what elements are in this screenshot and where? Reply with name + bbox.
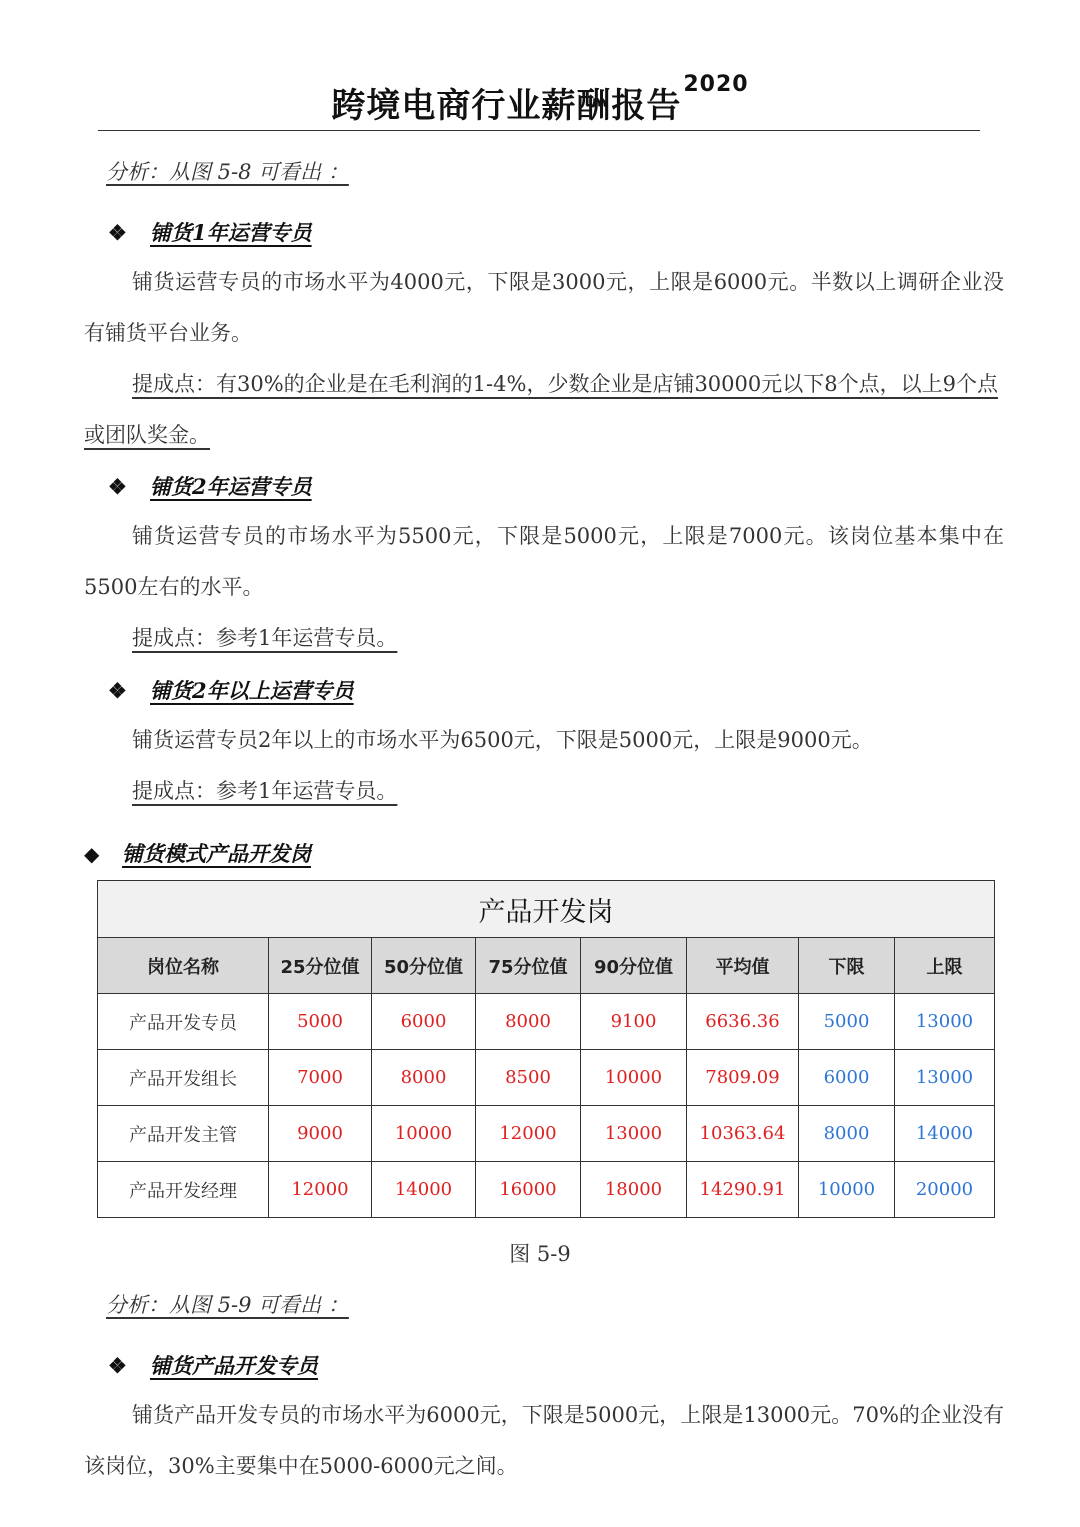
- cell-max: 20000: [895, 1162, 995, 1218]
- role-3-commission: [84, 766, 1004, 817]
- cell-min: 8000: [799, 1106, 895, 1162]
- cell-p90: 13000: [581, 1106, 687, 1162]
- cell-min: 6000: [799, 1050, 895, 1106]
- role-1-paragraph: 铺货运营专员的市场水平为4000元，下限是3000元，上限是6000元。半数以上调研企业没有铺货平台业务。: [84, 270, 1004, 345]
- cell-p25: 9000: [269, 1106, 372, 1162]
- role-heading-dev: [108, 1350, 318, 1380]
- diamond-icon: ◆: [84, 842, 100, 866]
- cell-p50: 10000: [372, 1106, 476, 1162]
- role-2-paragraph: 铺货运营专员的市场水平为5500元，下限是5000元，上限是7000元。该岗位基本集中在5500左右的水平。: [84, 524, 1004, 599]
- col-header-p90: 90分位值: [581, 938, 687, 994]
- col-header-name: 岗位名称: [98, 938, 269, 994]
- role-heading-1: [108, 217, 312, 247]
- table-row: [98, 994, 995, 1050]
- cell-max: 13000: [895, 1050, 995, 1106]
- cell-avg: 7809.09: [687, 1050, 799, 1106]
- cell-p50: 8000: [372, 1050, 476, 1106]
- salary-table: [97, 880, 995, 1218]
- role-1-commission: [84, 359, 1004, 461]
- cell-avg: 10363.64: [687, 1106, 799, 1162]
- diamond-four-icon: ❖: [108, 1353, 127, 1378]
- cell-max: 13000: [895, 994, 995, 1050]
- cell-p50: 14000: [372, 1162, 476, 1218]
- diamond-four-icon: ❖: [108, 220, 127, 245]
- col-header-avg: 平均值: [687, 938, 799, 994]
- figure-caption: 图 5-9: [509, 1242, 571, 1266]
- cell-role-name: 产品开发专员: [98, 994, 269, 1050]
- report-title: 跨境电商行业薪酬报告: [331, 86, 682, 126]
- table-row: [98, 1162, 995, 1218]
- section-heading-label: 铺货模式产品开发岗: [122, 841, 311, 866]
- cell-p25: 12000: [269, 1162, 372, 1218]
- role-heading-2-label: 铺货2年运营专员: [150, 474, 312, 499]
- role-2-commission-text: 提成点：参考1年运营专员。: [132, 626, 398, 650]
- table-row: [98, 1050, 995, 1106]
- cell-p90: 9100: [581, 994, 687, 1050]
- cell-avg: 6636.36: [687, 994, 799, 1050]
- cell-p75: 16000: [476, 1162, 581, 1218]
- role-dev-paragraph: 铺货产品开发专员的市场水平为6000元，下限是5000元，上限是13000元。70%的企业没有该岗位，30%主要集中在5000-6000元之间。: [84, 1403, 1004, 1478]
- cell-p75: 8500: [476, 1050, 581, 1106]
- col-header-p75: 75分位值: [476, 938, 581, 994]
- role-heading-3-label: 铺货2年以上运营专员: [150, 678, 354, 703]
- diamond-four-icon: ❖: [108, 678, 127, 703]
- diamond-four-icon: ❖: [108, 474, 127, 499]
- cell-min: 5000: [799, 994, 895, 1050]
- role-2-commission: [84, 613, 1004, 664]
- analysis-label-5-8: 分析：从图 5-8 可看出 ：: [106, 160, 349, 184]
- role-heading-2: [108, 471, 312, 501]
- table-row: [98, 1106, 995, 1162]
- cell-p75: 8000: [476, 994, 581, 1050]
- role-heading-3: [108, 675, 354, 705]
- header-divider: [98, 130, 980, 131]
- col-header-p50: 50分位值: [372, 938, 476, 994]
- role-heading-dev-label: 铺货产品开发专员: [150, 1353, 318, 1378]
- cell-role-name: 产品开发经理: [98, 1162, 269, 1218]
- cell-p75: 12000: [476, 1106, 581, 1162]
- col-header-min: 下限: [799, 938, 895, 994]
- cell-p25: 7000: [269, 1050, 372, 1106]
- table-title: 产品开发岗: [98, 881, 995, 938]
- cell-p90: 18000: [581, 1162, 687, 1218]
- role-heading-1-label: 铺货1年运营专员: [150, 220, 312, 245]
- cell-avg: 14290.91: [687, 1162, 799, 1218]
- cell-role-name: 产品开发组长: [98, 1050, 269, 1106]
- analysis-label-5-9: 分析：从图 5-9 可看出 ：: [106, 1293, 349, 1317]
- col-header-max: 上限: [895, 938, 995, 994]
- role-3-commission-text: 提成点：参考1年运营专员。: [132, 779, 398, 803]
- page-header-title: [0, 72, 1080, 127]
- cell-max: 14000: [895, 1106, 995, 1162]
- report-year: 2020: [683, 72, 749, 97]
- cell-min: 10000: [799, 1162, 895, 1218]
- cell-p90: 10000: [581, 1050, 687, 1106]
- role-3-paragraph: 铺货运营专员2年以上的市场水平为6500元，下限是5000元，上限是9000元。: [132, 728, 873, 752]
- cell-p50: 6000: [372, 994, 476, 1050]
- section-heading-product-dev: [84, 838, 311, 868]
- col-header-p25: 25分位值: [269, 938, 372, 994]
- cell-p25: 5000: [269, 994, 372, 1050]
- cell-role-name: 产品开发主管: [98, 1106, 269, 1162]
- role-1-commission-text: 提成点：有30%的企业是在毛利润的1-4%，少数企业是店铺30000元以下8个点，以上9个点或团队奖金。: [84, 372, 998, 447]
